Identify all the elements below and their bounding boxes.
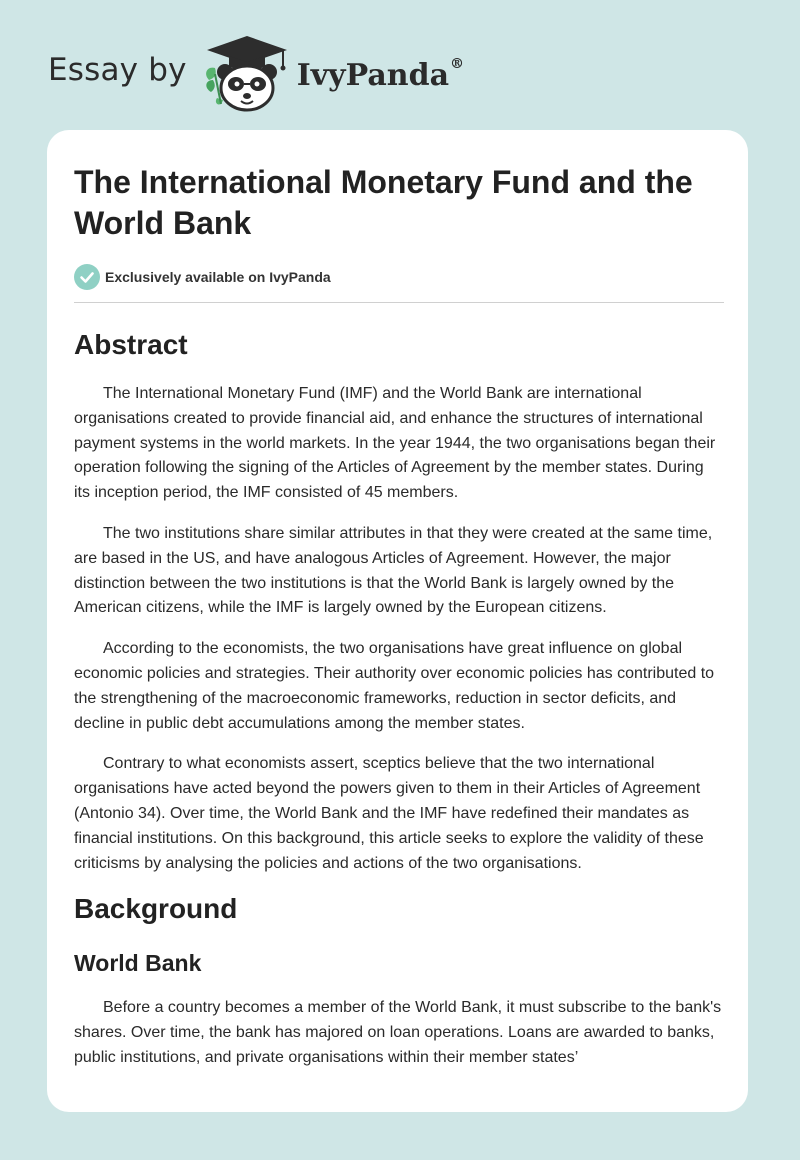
- exclusive-badge: [74, 264, 724, 290]
- section-heading-abstract: Abstract: [74, 329, 188, 360]
- exclusive-badge-label: Exclusively available on IvyPanda: [105, 269, 331, 285]
- brand-name[interactable]: IvyPanda®: [296, 55, 465, 93]
- essay-card: [47, 130, 748, 1112]
- page-title: The International Monetary Fund and the World Bank: [74, 164, 693, 241]
- checkmark-badge-icon: [74, 264, 100, 290]
- essay-content: [74, 162, 724, 1087]
- abstract-paragraph: Contrary to what economists assert, sceptics believe that the two international organisations have acted beyond the powers given to them in their Articles of Agreement (Antonio 34). Over time, the World Bank and the IMF have redefined their mandates as financial institutions. On this background, this article seeks to explore the validity of these criticisms by analysing the policies and actions of the two organisations.: [74, 755, 704, 872]
- world-bank-paragraph: Before a country becomes a member of the World Bank, it must subscribe to the bank's shares. Over time, the bank has majored on loan operations. Loans are awarded to banks, public institutions, and private organisations within their member states’: [74, 999, 722, 1066]
- abstract-paragraph: The two institutions share similar attributes in that they were created at the same time, are based in the US, and have analogous Articles of Agreement. However, the major distinction between the two institutions is that the World Bank is largely owned by the American citizens, while the IMF is largely owned by the European citizens.: [74, 524, 713, 617]
- section-heading-background: Background: [74, 893, 238, 925]
- brand-header: [48, 34, 464, 114]
- abstract-paragraph: The International Monetary Fund (IMF) and the World Bank are international organisations created to provide financial aid, and enhance the structures of international payment systems in the world markets. In the year 1944, the two organisations began their operation following the signing of the Articles of Agreement by the member states. During its inception period, the IMF consisted of 45 members.: [74, 385, 716, 502]
- essay-by-label: Essay by: [48, 52, 187, 88]
- panda-logo-icon[interactable]: [201, 34, 293, 114]
- subsection-heading-world-bank: World Bank: [74, 950, 202, 977]
- abstract-paragraph: According to the economists, the two organisations have great influence on global economic policies and strategies. Their authority over economic policies has contributed to the strengthening of the macroeconomic frameworks, reduction in sector deficits, and decline in public debt accumulations among the member states.: [74, 640, 715, 732]
- title-divider: [74, 302, 724, 303]
- registered-mark: ®: [450, 55, 465, 72]
